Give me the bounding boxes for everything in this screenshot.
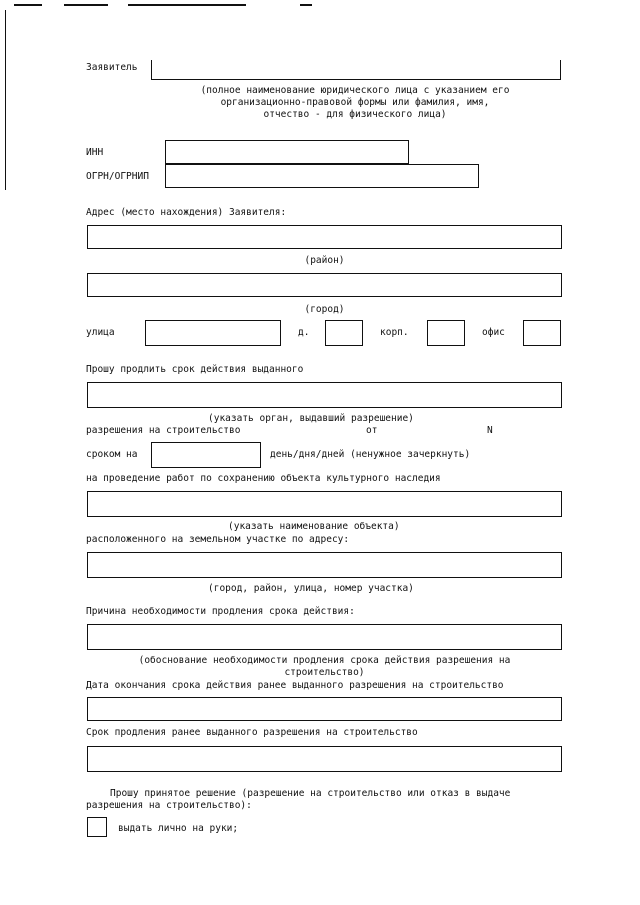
scan-mark-3 bbox=[128, 4, 246, 6]
decision-text-1: Прошу принятое решение (разрешение на строительство или отказ в выдаче bbox=[110, 788, 511, 799]
building-field[interactable] bbox=[427, 320, 465, 346]
location-line: расположенного на земельном участке по адресу: bbox=[86, 534, 350, 545]
city-hint: (город) bbox=[304, 304, 345, 315]
house-label: д. bbox=[298, 327, 310, 338]
building-label: корп. bbox=[380, 327, 409, 338]
term-prefix: сроком на bbox=[86, 449, 138, 460]
reason-hint-2: строительство) bbox=[284, 667, 365, 678]
office-label: офис bbox=[482, 327, 505, 338]
reason-field[interactable] bbox=[87, 624, 562, 650]
scan-mark-4 bbox=[300, 4, 312, 6]
option-personal-label: выдать лично на руки; bbox=[118, 823, 239, 834]
extension-field[interactable] bbox=[87, 746, 562, 772]
applicant-hint-3: отчество - для физического лица) bbox=[263, 109, 447, 120]
term-field[interactable] bbox=[151, 442, 261, 468]
applicant-label: Заявитель bbox=[86, 62, 138, 73]
reason-hint-1: (обоснование необходимости продления срока действия разрешения на bbox=[138, 655, 511, 666]
office-field[interactable] bbox=[523, 320, 561, 346]
location-hint: (город, район, улица, номер участка) bbox=[208, 583, 414, 594]
inn-field[interactable] bbox=[165, 140, 409, 164]
applicant-field[interactable] bbox=[151, 79, 561, 80]
works-line: на проведение работ по сохранению объекта культурного наследия bbox=[86, 473, 441, 484]
city-field[interactable] bbox=[87, 273, 562, 297]
option-personal-checkbox[interactable] bbox=[87, 817, 107, 837]
decision-text-2: разрешения на строительство): bbox=[86, 800, 252, 811]
location-field[interactable] bbox=[87, 552, 562, 578]
end-date-label: Дата окончания срока действия ранее выданного разрешения на строительство bbox=[86, 680, 504, 691]
district-hint: (район) bbox=[304, 255, 345, 266]
ogrn-label: ОГРН/ОГРНИП bbox=[86, 171, 149, 182]
scan-mark-2 bbox=[64, 4, 108, 6]
permit-number-label: N bbox=[487, 425, 493, 436]
authority-field[interactable] bbox=[87, 382, 562, 408]
object-field[interactable] bbox=[87, 491, 562, 517]
house-field[interactable] bbox=[325, 320, 363, 346]
applicant-field-right bbox=[560, 60, 561, 80]
extension-label: Срок продления ранее выданного разрешения на строительство bbox=[86, 727, 418, 738]
permit-label: разрешения на строительство bbox=[86, 425, 241, 436]
term-suffix: день/дня/дней (ненужное зачеркнуть) bbox=[270, 449, 471, 460]
district-field[interactable] bbox=[87, 225, 562, 249]
scan-mark-1 bbox=[14, 4, 42, 6]
object-hint: (указать наименование объекта) bbox=[228, 521, 400, 532]
authority-hint: (указать орган, выдавший разрешение) bbox=[208, 413, 414, 424]
request-line: Прошу продлить срок действия выданного bbox=[86, 364, 304, 375]
address-title: Адрес (место нахождения) Заявителя: bbox=[86, 207, 287, 218]
street-label: улица bbox=[86, 327, 115, 338]
permit-from-label: от bbox=[366, 425, 378, 436]
inn-label: ИНН bbox=[86, 147, 104, 158]
street-field[interactable] bbox=[145, 320, 281, 346]
applicant-field-left bbox=[151, 60, 152, 80]
scan-left-edge bbox=[5, 10, 6, 190]
end-date-field[interactable] bbox=[87, 697, 562, 721]
reason-title: Причина необходимости продления срока действия: bbox=[86, 606, 355, 617]
applicant-hint-2: организационно-правовой формы или фамилия, имя, bbox=[220, 97, 490, 108]
ogrn-field[interactable] bbox=[165, 164, 479, 188]
applicant-hint-1: (полное наименование юридического лица с указанием его bbox=[200, 85, 510, 96]
